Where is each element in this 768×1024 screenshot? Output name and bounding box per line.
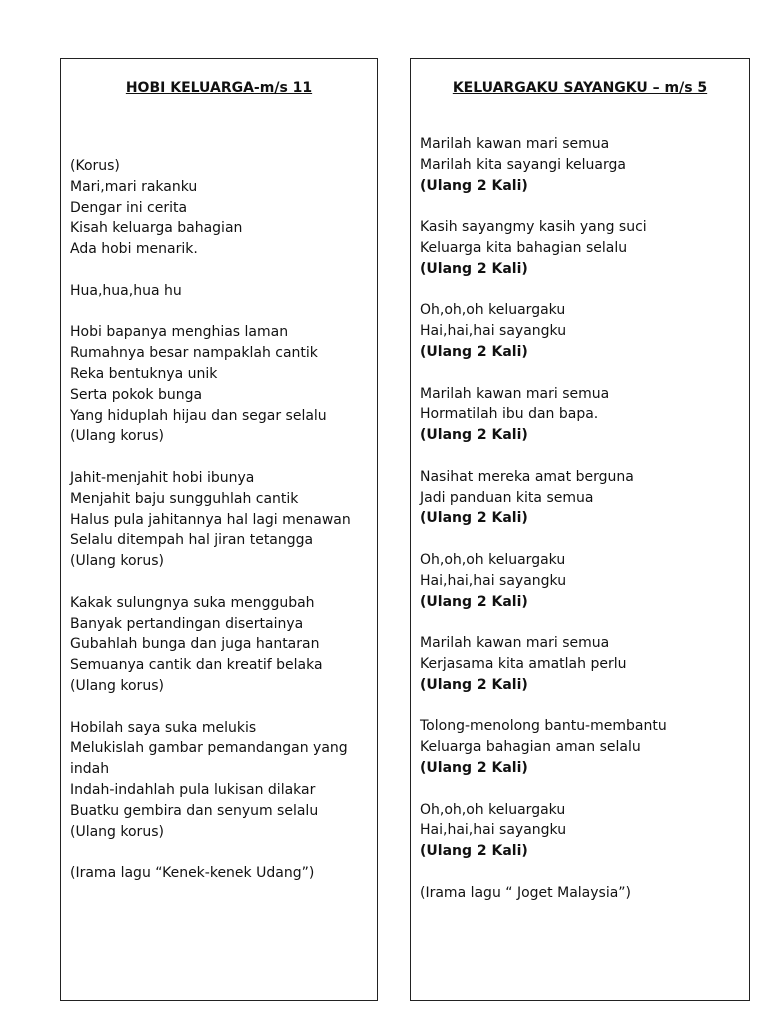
lyric-line: Kasih sayangmy kasih yang suci <box>420 219 647 236</box>
lyric-line: Buatku gembira dan senyum selalu <box>70 802 319 819</box>
lyric-line: Halus pula jahitannya hal lagi menawan <box>70 511 351 528</box>
lyric-line: Jahit-menjahit hobi ibunya <box>70 469 255 486</box>
lyric-line: Jadi panduan kita semua <box>420 489 594 506</box>
lyric-line: Keluarga kita bahagian selalu <box>420 239 628 256</box>
lyric-line: Hobi bapanya menghias laman <box>70 324 289 341</box>
song-title: KELUARGAKU SAYANGKU – m/s 5 <box>452 80 708 96</box>
lyric-line: Yang hiduplah hijau dan segar selalu <box>70 407 327 424</box>
lyric-line: Selalu ditempah hal jiran tetangga <box>70 532 314 549</box>
repeat-label: (Ulang 2 Kali) <box>420 676 528 693</box>
lyric-line: Oh,oh,oh keluargaku <box>420 551 566 568</box>
lyric-line: Hai,hai,hai sayangku <box>420 572 567 589</box>
lyric-line: Kisah keluarga bahagian <box>70 220 243 237</box>
lyric-line: Rumahnya besar nampaklah cantik <box>70 345 318 362</box>
lyrics-body <box>70 156 371 905</box>
repeat-label: (Ulang 2 Kali) <box>420 177 528 194</box>
stanza <box>420 300 743 362</box>
stanza <box>70 863 371 884</box>
lyric-line: Kakak sulungnya suka menggubah <box>70 594 315 611</box>
stanza <box>70 281 371 302</box>
stanza <box>70 593 371 697</box>
lyric-line: Oh,oh,oh keluargaku <box>420 801 566 818</box>
song-panel-keluargaku-sayangku <box>410 58 750 1001</box>
lyric-line: (Korus) <box>70 158 120 174</box>
song-panel-hobi-keluarga <box>60 58 378 1001</box>
lyric-line: Reka bentuknya unik <box>70 365 218 382</box>
lyric-line: Indah-indahlah pula lukisan dilakar <box>70 781 316 798</box>
lyric-line: Semuanya cantik dan kreatif belaka <box>70 657 323 674</box>
lyric-line: Kerjasama kita amatlah perlu <box>420 655 627 672</box>
lyric-line: Marilah kawan mari semua <box>420 136 610 152</box>
stanza <box>420 217 743 279</box>
lyric-line: (Ulang korus) <box>70 428 164 445</box>
lyric-line: Banyak pertandingan disertainya <box>70 615 304 632</box>
stanza <box>420 633 743 695</box>
lyric-line: Menjahit baju sungguhlah cantik <box>70 490 299 507</box>
lyric-line: Dengar ini cerita <box>70 199 188 216</box>
stanza <box>70 156 371 260</box>
lyric-line: Gubahlah bunga dan juga hantaran <box>70 636 320 653</box>
stanza <box>70 718 371 843</box>
lyric-line: Marilah kita sayangi keluarga <box>420 156 626 173</box>
stanza <box>420 467 743 529</box>
stanza <box>70 322 371 447</box>
lyric-line: Hai,hai,hai sayangku <box>420 822 567 839</box>
song-footer <box>420 883 743 904</box>
lyric-line: Keluarga bahagian aman selalu <box>420 739 641 756</box>
song-title: HOBI KELUARGA-m/s 11 <box>125 80 313 96</box>
repeat-label: (Ulang 2 Kali) <box>420 593 528 610</box>
lyric-line: Marilah kawan mari semua <box>420 385 610 402</box>
lyric-line: Hobilah saya suka melukis <box>70 719 257 736</box>
lyric-line: Ada hobi menarik. <box>70 241 198 258</box>
stanza <box>420 384 743 446</box>
lyric-line: Mari,mari rakanku <box>70 178 198 195</box>
lyric-line: Melukislah gambar pemandangan yang indah <box>70 740 348 778</box>
lyric-line: (Ulang korus) <box>70 553 164 570</box>
repeat-label: (Ulang 2 Kali) <box>420 843 528 860</box>
lyrics-body <box>420 134 743 924</box>
repeat-label: (Ulang 2 Kali) <box>420 343 528 360</box>
lyric-line: Nasihat mereka amat berguna <box>420 468 634 485</box>
stanza <box>420 716 743 778</box>
lyric-line: Serta pokok bunga <box>70 386 203 403</box>
lyric-line: (Ulang korus) <box>70 677 164 694</box>
stanza <box>70 468 371 572</box>
stanza <box>420 550 743 612</box>
lyric-line: Hai,hai,hai sayangku <box>420 323 567 340</box>
lyric-line: Hua,hua,hua hu <box>70 282 182 299</box>
lyric-line: (Irama lagu “ Joget Malaysia”) <box>420 884 631 901</box>
stanza <box>420 800 743 862</box>
lyric-line: Hormatilah ibu dan bapa. <box>420 406 599 423</box>
repeat-label: (Ulang 2 Kali) <box>420 427 528 444</box>
lyric-line: Marilah kawan mari semua <box>420 635 610 652</box>
lyric-line: (Ulang korus) <box>70 823 164 840</box>
lyric-line: (Irama lagu “Kenek-kenek Udang”) <box>70 865 315 882</box>
lyric-line: Oh,oh,oh keluargaku <box>420 302 566 319</box>
repeat-label: (Ulang 2 Kali) <box>420 510 528 527</box>
stanza <box>420 134 743 196</box>
repeat-label: (Ulang 2 Kali) <box>420 260 528 277</box>
repeat-label: (Ulang 2 Kali) <box>420 759 528 776</box>
lyric-line: Tolong-menolong bantu-membantu <box>420 718 667 735</box>
